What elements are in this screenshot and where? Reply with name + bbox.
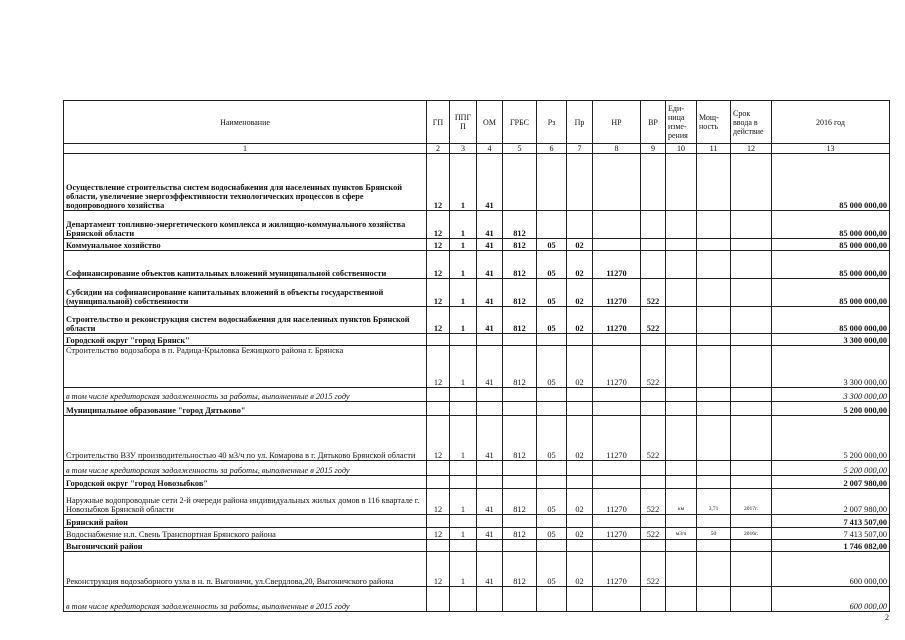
row-nr xyxy=(593,587,641,612)
row-name: Департамент топливно-энергетического комплекса и жилищно-коммунального хозяйства Брянской области xyxy=(64,211,427,239)
row-grbs: 812 xyxy=(503,279,537,307)
row-vr xyxy=(641,239,666,251)
row-pr xyxy=(567,461,593,476)
row-amount: 600 000,00 xyxy=(772,587,890,612)
header-vr: ВР xyxy=(641,101,666,144)
row-term xyxy=(731,416,772,461)
row-ppgp xyxy=(450,461,477,476)
row-om xyxy=(477,402,503,416)
row-nr: 11270 xyxy=(593,528,641,540)
row-rz: 05 xyxy=(537,251,567,279)
row-grbs xyxy=(503,402,537,416)
row-rz xyxy=(537,476,567,489)
row-om: 41 xyxy=(477,489,503,515)
column-number: 4 xyxy=(477,144,503,154)
row-term xyxy=(731,251,772,279)
row-ppgp: 1 xyxy=(450,211,477,239)
table-row xyxy=(64,388,890,402)
row-pr: 02 xyxy=(567,251,593,279)
row-name: Строительство ВЗУ производительностью 40 м3/ч по ул. Комарова в г. Дятьково Брянской области xyxy=(64,416,427,461)
row-name: Городской округ "город Брянск" xyxy=(64,334,427,346)
table-row xyxy=(64,402,890,416)
row-name: Выгоничский район xyxy=(64,540,427,552)
row-amount: 5 200 000,00 xyxy=(772,416,890,461)
row-grbs: 812 xyxy=(503,346,537,388)
header-nr: НР xyxy=(593,101,641,144)
row-power xyxy=(697,346,731,388)
row-grbs xyxy=(503,540,537,552)
row-term xyxy=(731,515,772,528)
row-grbs: 812 xyxy=(503,211,537,239)
row-power xyxy=(697,461,731,476)
row-pr xyxy=(567,334,593,346)
row-grbs xyxy=(503,334,537,346)
row-rz: 05 xyxy=(537,416,567,461)
header-year: 2016 год xyxy=(772,101,890,144)
table-row xyxy=(64,346,890,388)
row-nr xyxy=(593,461,641,476)
row-rz: 05 xyxy=(537,489,567,515)
row-amount: 85 000 000,00 xyxy=(772,211,890,239)
column-number: 3 xyxy=(450,144,477,154)
row-grbs: 812 xyxy=(503,528,537,540)
row-name: в том числе кредиторская задолженность за работы, выполненные в 2015 году xyxy=(64,587,427,612)
row-om: 41 xyxy=(477,528,503,540)
column-number-row xyxy=(64,144,890,154)
table-row xyxy=(64,540,890,552)
row-power xyxy=(697,388,731,402)
row-gp: 12 xyxy=(427,307,450,334)
row-pr: 02 xyxy=(567,489,593,515)
row-pr xyxy=(567,515,593,528)
budget-table xyxy=(63,100,890,612)
row-unit xyxy=(666,346,697,388)
table-row xyxy=(64,307,890,334)
header-grbs: ГРБС xyxy=(503,101,537,144)
row-grbs: 812 xyxy=(503,416,537,461)
row-ppgp: 1 xyxy=(450,528,477,540)
row-gp: 12 xyxy=(427,416,450,461)
row-ppgp: 1 xyxy=(450,307,477,334)
row-om: 41 xyxy=(477,552,503,587)
row-om: 41 xyxy=(477,154,503,211)
row-om xyxy=(477,334,503,346)
row-pr: 02 xyxy=(567,528,593,540)
row-nr: 11270 xyxy=(593,279,641,307)
row-gp: 12 xyxy=(427,528,450,540)
row-gp: 12 xyxy=(427,279,450,307)
row-power xyxy=(697,416,731,461)
row-amount: 3 300 000,00 xyxy=(772,346,890,388)
row-unit xyxy=(666,515,697,528)
row-ppgp xyxy=(450,587,477,612)
row-grbs xyxy=(503,587,537,612)
row-grbs xyxy=(503,515,537,528)
row-nr: 11270 xyxy=(593,307,641,334)
row-gp xyxy=(427,388,450,402)
header-name: Наименование xyxy=(64,101,427,144)
column-number: 11 xyxy=(697,144,731,154)
row-name: Софинансирование объектов капитальных вложений муниципальной собственности xyxy=(64,251,427,279)
row-vr xyxy=(641,461,666,476)
row-nr: 11270 xyxy=(593,489,641,515)
table-row xyxy=(64,461,890,476)
row-term: 2016г. xyxy=(731,528,772,540)
row-unit xyxy=(666,476,697,489)
row-rz xyxy=(537,334,567,346)
row-nr xyxy=(593,402,641,416)
row-rz: 05 xyxy=(537,279,567,307)
row-amount: 3 300 000,00 xyxy=(772,388,890,402)
header-term: Срок ввода в действие xyxy=(731,101,772,144)
row-unit xyxy=(666,154,697,211)
row-ppgp xyxy=(450,402,477,416)
row-ppgp: 1 xyxy=(450,552,477,587)
row-ppgp: 1 xyxy=(450,154,477,211)
row-term xyxy=(731,388,772,402)
column-number: 2 xyxy=(427,144,450,154)
row-nr xyxy=(593,476,641,489)
row-ppgp: 1 xyxy=(450,239,477,251)
row-power xyxy=(697,239,731,251)
row-om: 41 xyxy=(477,279,503,307)
row-name: в том числе кредиторская задолженность за работы, выполненные в 2015 году xyxy=(64,388,427,402)
row-grbs: 812 xyxy=(503,307,537,334)
row-power xyxy=(697,552,731,587)
row-pr: 02 xyxy=(567,552,593,587)
row-unit: км xyxy=(666,489,697,515)
row-vr: 522 xyxy=(641,552,666,587)
row-term xyxy=(731,476,772,489)
row-pr xyxy=(567,587,593,612)
row-gp: 12 xyxy=(427,239,450,251)
row-pr: 02 xyxy=(567,416,593,461)
header-gp: ГП xyxy=(427,101,450,144)
row-om: 41 xyxy=(477,211,503,239)
row-gp: 12 xyxy=(427,346,450,388)
row-name: Водоснабжение н.п. Свень Транспортная Брянского района xyxy=(64,528,427,540)
row-gp xyxy=(427,334,450,346)
row-nr xyxy=(593,334,641,346)
row-unit: м3/ч xyxy=(666,528,697,540)
header-ppgp: ППГ П xyxy=(450,101,477,144)
row-rz xyxy=(537,402,567,416)
row-nr: 11270 xyxy=(593,416,641,461)
row-gp: 12 xyxy=(427,489,450,515)
row-vr: 522 xyxy=(641,489,666,515)
row-power: 3,71 xyxy=(697,489,731,515)
row-amount: 85 000 000,00 xyxy=(772,239,890,251)
row-grbs xyxy=(503,154,537,211)
row-gp xyxy=(427,476,450,489)
row-vr: 522 xyxy=(641,416,666,461)
table-row xyxy=(64,239,890,251)
row-unit xyxy=(666,587,697,612)
header-unit: Еди- ница изме- рения xyxy=(666,101,697,144)
row-unit xyxy=(666,540,697,552)
row-unit xyxy=(666,461,697,476)
column-number: 1 xyxy=(64,144,427,154)
row-om xyxy=(477,388,503,402)
row-unit xyxy=(666,279,697,307)
row-vr: 522 xyxy=(641,279,666,307)
row-pr xyxy=(567,154,593,211)
row-nr xyxy=(593,211,641,239)
row-pr: 02 xyxy=(567,307,593,334)
row-gp: 12 xyxy=(427,211,450,239)
row-power xyxy=(697,279,731,307)
row-power xyxy=(697,540,731,552)
row-nr xyxy=(593,154,641,211)
row-name: Муниципальное образование "город Дятьково" xyxy=(64,402,427,416)
column-number: 13 xyxy=(772,144,890,154)
row-power xyxy=(697,587,731,612)
row-amount: 1 746 082,00 xyxy=(772,540,890,552)
table-row xyxy=(64,528,890,540)
row-vr xyxy=(641,540,666,552)
header-pr: Пр xyxy=(567,101,593,144)
row-ppgp: 1 xyxy=(450,251,477,279)
row-rz: 05 xyxy=(537,528,567,540)
row-gp: 12 xyxy=(427,251,450,279)
row-power xyxy=(697,251,731,279)
row-vr xyxy=(641,251,666,279)
row-ppgp: 1 xyxy=(450,416,477,461)
row-name: Коммунальное хозяйство xyxy=(64,239,427,251)
row-om: 41 xyxy=(477,416,503,461)
row-rz xyxy=(537,388,567,402)
row-power xyxy=(697,402,731,416)
row-vr xyxy=(641,388,666,402)
row-vr xyxy=(641,334,666,346)
row-term xyxy=(731,279,772,307)
row-nr xyxy=(593,239,641,251)
row-vr xyxy=(641,154,666,211)
row-rz: 05 xyxy=(537,307,567,334)
row-power xyxy=(697,476,731,489)
row-pr: 02 xyxy=(567,239,593,251)
row-vr xyxy=(641,402,666,416)
row-ppgp: 1 xyxy=(450,346,477,388)
row-om: 41 xyxy=(477,251,503,279)
row-power xyxy=(697,211,731,239)
row-amount: 7 413 507,00 xyxy=(772,528,890,540)
row-ppgp: 1 xyxy=(450,489,477,515)
row-term xyxy=(731,587,772,612)
row-pr xyxy=(567,211,593,239)
page-number: 2 xyxy=(885,613,889,622)
row-om xyxy=(477,476,503,489)
row-pr xyxy=(567,388,593,402)
row-om: 41 xyxy=(477,239,503,251)
row-ppgp xyxy=(450,540,477,552)
row-rz: 05 xyxy=(537,346,567,388)
row-grbs xyxy=(503,476,537,489)
table-row xyxy=(64,476,890,489)
column-number: 12 xyxy=(731,144,772,154)
row-unit xyxy=(666,552,697,587)
row-amount: 85 000 000,00 xyxy=(772,251,890,279)
row-om xyxy=(477,515,503,528)
row-power xyxy=(697,307,731,334)
row-rz: 05 xyxy=(537,552,567,587)
row-amount: 5 200 000,00 xyxy=(772,461,890,476)
table-row xyxy=(64,552,890,587)
row-power: 50 xyxy=(697,528,731,540)
row-nr xyxy=(593,515,641,528)
row-rz xyxy=(537,211,567,239)
row-amount: 85 000 000,00 xyxy=(772,307,890,334)
row-name: Городской округ "город Новозыбков" xyxy=(64,476,427,489)
row-grbs: 812 xyxy=(503,239,537,251)
row-gp xyxy=(427,540,450,552)
row-vr xyxy=(641,476,666,489)
row-rz xyxy=(537,154,567,211)
row-unit xyxy=(666,307,697,334)
row-unit xyxy=(666,402,697,416)
row-om: 41 xyxy=(477,346,503,388)
row-nr: 11270 xyxy=(593,552,641,587)
row-gp xyxy=(427,461,450,476)
row-name: Брянский район xyxy=(64,515,427,528)
row-ppgp: 1 xyxy=(450,279,477,307)
table-row xyxy=(64,154,890,211)
table-row xyxy=(64,489,890,515)
table-row xyxy=(64,416,890,461)
row-rz xyxy=(537,461,567,476)
column-number: 9 xyxy=(641,144,666,154)
row-power xyxy=(697,334,731,346)
row-name: Строительство водозабора в п. Радица-Крыловка Бежицкого района г. Брянска xyxy=(64,346,427,388)
row-term xyxy=(731,211,772,239)
row-nr: 11270 xyxy=(593,346,641,388)
row-amount: 7 413 507,00 xyxy=(772,515,890,528)
row-name: Субсидии на софинансирование капитальных вложений в объекты государственной (муниципальной) собственности xyxy=(64,279,427,307)
row-amount: 600 000,00 xyxy=(772,552,890,587)
row-unit xyxy=(666,334,697,346)
row-pr xyxy=(567,402,593,416)
row-vr: 522 xyxy=(641,528,666,540)
header-om: ОМ xyxy=(477,101,503,144)
row-vr xyxy=(641,587,666,612)
row-term xyxy=(731,461,772,476)
row-vr xyxy=(641,211,666,239)
row-grbs: 812 xyxy=(503,251,537,279)
row-om: 41 xyxy=(477,307,503,334)
row-grbs xyxy=(503,461,537,476)
row-amount: 85 000 000,00 xyxy=(772,154,890,211)
row-ppgp xyxy=(450,476,477,489)
row-nr: 11270 xyxy=(593,251,641,279)
row-unit xyxy=(666,239,697,251)
row-om xyxy=(477,540,503,552)
row-term xyxy=(731,552,772,587)
row-name: Осуществление строительства систем водоснабжения для населенных пунктов Брянской области, увеличение энергоэффективности технологических процессов в сфере водопроводного хозяйства xyxy=(64,154,427,211)
row-term xyxy=(731,402,772,416)
row-power xyxy=(697,154,731,211)
column-number: 7 xyxy=(567,144,593,154)
row-nr xyxy=(593,540,641,552)
row-name: Наружные водопроводные сети 2-й очереди района индивидуальных жилых домов в 116 квартале г. Новозыбков Брянской области xyxy=(64,489,427,515)
row-term: 2017г. xyxy=(731,489,772,515)
row-rz xyxy=(537,540,567,552)
row-term xyxy=(731,239,772,251)
row-om xyxy=(477,587,503,612)
row-name: в том числе кредиторская задолженность за работы, выполненные в 2015 году xyxy=(64,461,427,476)
header-rz: Рз xyxy=(537,101,567,144)
row-nr xyxy=(593,388,641,402)
row-term xyxy=(731,540,772,552)
row-gp xyxy=(427,515,450,528)
row-vr xyxy=(641,515,666,528)
row-gp: 12 xyxy=(427,154,450,211)
table-row xyxy=(64,587,890,612)
row-grbs: 812 xyxy=(503,489,537,515)
table-header-row xyxy=(64,101,890,144)
row-pr xyxy=(567,540,593,552)
row-unit xyxy=(666,211,697,239)
column-number: 6 xyxy=(537,144,567,154)
row-term xyxy=(731,307,772,334)
row-rz: 05 xyxy=(537,239,567,251)
row-term xyxy=(731,334,772,346)
row-unit xyxy=(666,416,697,461)
table-row xyxy=(64,211,890,239)
row-grbs: 812 xyxy=(503,552,537,587)
column-number: 5 xyxy=(503,144,537,154)
row-ppgp xyxy=(450,515,477,528)
row-vr: 522 xyxy=(641,346,666,388)
table-row xyxy=(64,251,890,279)
row-rz xyxy=(537,587,567,612)
row-unit xyxy=(666,388,697,402)
row-power xyxy=(697,515,731,528)
row-pr xyxy=(567,476,593,489)
row-gp xyxy=(427,402,450,416)
row-name: Реконструкция водозаборного узла в н. п. Выгоничи, ул.Свердлова,20, Выгоничского района xyxy=(64,552,427,587)
row-term xyxy=(731,154,772,211)
row-grbs xyxy=(503,388,537,402)
row-ppgp xyxy=(450,388,477,402)
row-gp: 12 xyxy=(427,552,450,587)
row-gp xyxy=(427,587,450,612)
row-term xyxy=(731,346,772,388)
column-number: 8 xyxy=(593,144,641,154)
column-number: 10 xyxy=(666,144,697,154)
header-power: Мощ- ность xyxy=(697,101,731,144)
row-name: Строительство и реконструкция систем водоснабжения для населенных пунктов Брянской области xyxy=(64,307,427,334)
row-amount: 5 200 000,00 xyxy=(772,402,890,416)
row-amount: 3 300 000,00 xyxy=(772,334,890,346)
table-row xyxy=(64,279,890,307)
row-unit xyxy=(666,251,697,279)
row-ppgp xyxy=(450,334,477,346)
table-row xyxy=(64,334,890,346)
row-pr: 02 xyxy=(567,279,593,307)
table-row xyxy=(64,515,890,528)
row-rz xyxy=(537,515,567,528)
row-amount: 85 000 000,00 xyxy=(772,279,890,307)
row-pr: 02 xyxy=(567,346,593,388)
row-om xyxy=(477,461,503,476)
row-vr: 522 xyxy=(641,307,666,334)
row-amount: 2 007 980,00 xyxy=(772,476,890,489)
row-amount: 2 007 980,00 xyxy=(772,489,890,515)
